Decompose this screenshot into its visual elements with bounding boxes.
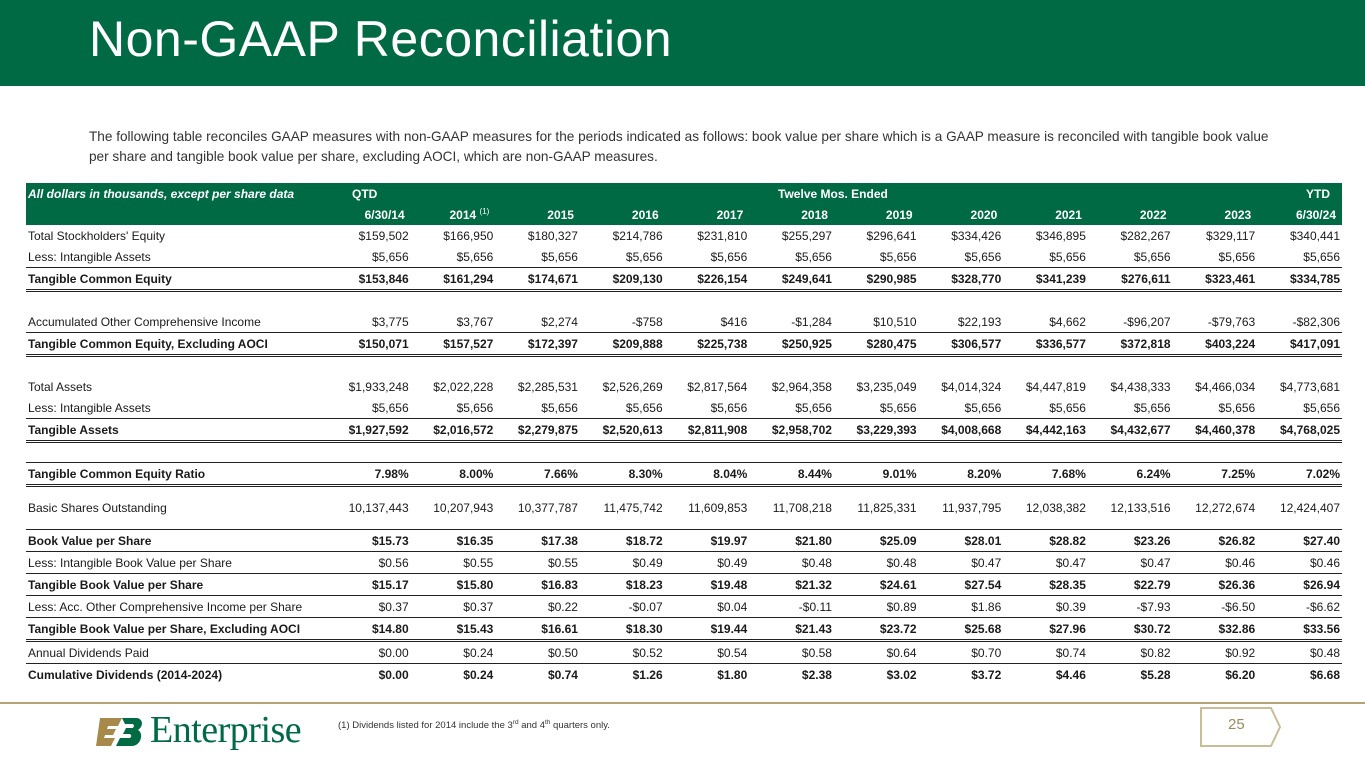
table-cell: 8.00%	[411, 463, 496, 486]
table-cell: $5,656	[1257, 246, 1342, 268]
table-cell: -$79,763	[1173, 311, 1258, 333]
header-qtd: QTD	[326, 183, 411, 204]
table-cell: 12,424,407	[1257, 486, 1342, 530]
table-cell: $21.80	[749, 530, 834, 552]
table-cell: $280,475	[834, 333, 919, 356]
table-cell: 10,377,787	[495, 486, 580, 530]
table-cell: $329,117	[1206, 228, 1256, 243]
table-cell: $161,294	[411, 268, 496, 291]
table-cell: $0.46	[1173, 552, 1258, 574]
table-cell: $25.09	[834, 530, 919, 552]
table-cell: 11,475,742	[580, 486, 665, 530]
table-row	[26, 397, 1342, 419]
logo-wordmark: Enterprise	[150, 709, 302, 751]
table-cell: $26.36	[1173, 574, 1258, 596]
table-cell: $0.82	[1088, 641, 1173, 664]
table-cell: $27.96	[1003, 618, 1088, 641]
table-cell: $249,641	[749, 268, 834, 291]
table-cell: $4,773,681	[1279, 379, 1340, 394]
table-cell: $255,297	[781, 228, 832, 243]
table-cell: -$6.50	[1173, 596, 1258, 618]
table-row	[26, 268, 1342, 291]
table-cell: $16.83	[495, 574, 580, 596]
table-cell: $0.52	[580, 641, 665, 664]
table-cell: -$1,284	[749, 311, 834, 333]
table-cell: 9.01%	[834, 463, 919, 486]
table-cell: $3,767	[411, 311, 496, 333]
table-cell: $2,016,572	[411, 419, 496, 442]
table-cell: 12,272,674	[1173, 486, 1258, 530]
row-label: Tangible Common Equity, Excluding AOCI	[26, 333, 326, 356]
table-cell: $28.82	[1003, 530, 1088, 552]
table-cell: $5,656	[411, 397, 496, 419]
table-cell: -$96,207	[1088, 311, 1173, 333]
column-header: 2021	[1003, 204, 1088, 225]
table-row	[26, 333, 1342, 356]
table-cell: 12,038,382	[1003, 486, 1088, 530]
table-cell: $0.54	[665, 641, 750, 664]
row-label: Less: Intangible Assets	[26, 246, 326, 268]
column-header-2014	[411, 204, 496, 225]
table-cell: $336,577	[1003, 333, 1088, 356]
title-bar	[0, 0, 1365, 86]
table-cell: $341,239	[1003, 268, 1088, 291]
table-cell: $153,846	[326, 268, 411, 291]
table-cell: $4.46	[1055, 667, 1086, 682]
table-cell: $32.86	[1173, 618, 1258, 641]
spacer-cell	[26, 442, 1342, 463]
table-cell: $2,274	[495, 311, 580, 333]
table-cell: 7.66%	[495, 463, 580, 486]
table-cell: $21.43	[749, 618, 834, 641]
table-cell: $10,510	[834, 311, 919, 333]
table-cell: $5,656	[749, 397, 834, 419]
column-header: 2018	[749, 204, 834, 225]
table-cell: $16.61	[495, 618, 580, 641]
table-cell: $1.86	[919, 596, 1004, 618]
footnote-text: (1) Dividends listed for 2014 include the 3	[338, 720, 513, 732]
table-cell: 11,825,331	[834, 486, 919, 530]
table-cell: $0.49	[580, 552, 665, 574]
table-cell: $22,193	[919, 311, 1004, 333]
table-cell: $18.23	[580, 574, 665, 596]
table-cell: $5,656	[1003, 397, 1088, 419]
table-cell: $5,656	[919, 397, 1004, 419]
table-row	[26, 618, 1342, 641]
footnote-text: and 4	[518, 720, 545, 732]
table-cell: $209,130	[580, 268, 665, 291]
table-row	[26, 419, 1342, 442]
table-cell: $5,656	[919, 246, 1004, 268]
table-row	[26, 664, 1342, 686]
table-cell: $3,235,049	[856, 379, 917, 394]
table-cell: $4,008,668	[919, 419, 1004, 442]
table-cell: -$7.93	[1088, 596, 1173, 618]
row-label: Tangible Book Value per Share, Excluding AOCI	[26, 618, 326, 641]
row-label: Tangible Book Value per Share	[26, 574, 326, 596]
table-row	[26, 225, 1342, 246]
spacer-cell	[26, 291, 1342, 312]
row-label: Book Value per Share	[26, 530, 326, 552]
column-header-label: 2014	[449, 208, 477, 222]
table-cell: $0.56	[326, 552, 411, 574]
table-cell: 8.20%	[919, 463, 1004, 486]
table-cell: $334,785	[1257, 268, 1342, 291]
table-cell: $27.54	[919, 574, 1004, 596]
table-header-group-row	[26, 183, 1342, 204]
table-row	[26, 486, 1342, 530]
table-cell: $19.97	[665, 530, 750, 552]
column-header: 2017	[665, 204, 750, 225]
table-cell: 11,937,795	[919, 486, 1004, 530]
table-cell: $0.00	[378, 667, 409, 682]
table-cell: $172,397	[495, 333, 580, 356]
footnote-sup: rd	[512, 719, 519, 726]
table-cell: $0.48	[834, 552, 919, 574]
table-cell: 8.30%	[580, 463, 665, 486]
table-cell: $6.68	[1309, 667, 1340, 682]
table-cell: $0.22	[495, 596, 580, 618]
table-cell: $5,656	[1088, 246, 1173, 268]
table-cell: $282,267	[1120, 228, 1171, 243]
table-cell: $2,526,269	[602, 379, 663, 394]
header-units-label: All dollars in thousands, except per share data	[26, 183, 326, 204]
table-cell: $2,817,564	[687, 379, 748, 394]
table-cell: 11,609,853	[665, 486, 750, 530]
table-cell: $2,279,875	[495, 419, 580, 442]
table-cell: $5,656	[1088, 397, 1173, 419]
table-cell: $157,527	[411, 333, 496, 356]
table-cell: $0.37	[411, 596, 496, 618]
row-label: Cumulative Dividends (2014-2024)	[28, 667, 223, 682]
table-cell: $5,656	[580, 397, 665, 419]
table-cell: $5,656	[495, 397, 580, 419]
table-cell: $0.47	[1088, 552, 1173, 574]
table-cell: $0.58	[749, 641, 834, 664]
table-cell: $4,662	[1003, 311, 1088, 333]
table-cell: $4,442,163	[1003, 419, 1088, 442]
row-label: Accumulated Other Comprehensive Income	[26, 311, 326, 333]
table-cell: $1.26	[632, 667, 663, 682]
table-cell: $5,656	[411, 246, 496, 268]
row-label: Basic Shares Outstanding	[26, 486, 326, 530]
row-label: Tangible Assets	[26, 419, 326, 442]
footnote-sup: th	[545, 719, 551, 726]
table-cell: $15.80	[411, 574, 496, 596]
table-cell: 12,133,516	[1088, 486, 1173, 530]
table-cell: $0.55	[495, 552, 580, 574]
table-cell: $24.61	[834, 574, 919, 596]
table-cell: $0.50	[495, 641, 580, 664]
table-cell: $0.92	[1173, 641, 1258, 664]
row-label: Annual Dividends Paid	[26, 641, 326, 664]
table-cell: $27.40	[1257, 530, 1342, 552]
table-cell: $276,611	[1088, 268, 1173, 291]
table-cell: -$758	[580, 311, 665, 333]
header-twelve-months: Twelve Mos. Ended	[411, 183, 1258, 204]
table-cell: $3.72	[971, 667, 1002, 682]
table-cell: -$6.62	[1257, 596, 1342, 618]
footer-divider	[0, 702, 1365, 704]
table-cell: $416	[665, 311, 750, 333]
table-cell: $2,958,702	[749, 419, 834, 442]
table-cell: $17.38	[495, 530, 580, 552]
table-cell: $0.74	[1003, 641, 1088, 664]
table-cell: $5.28	[1140, 667, 1171, 682]
table-cell: $33.56	[1257, 618, 1342, 641]
table-cell: $323,461	[1173, 268, 1258, 291]
table-cell: $150,071	[326, 333, 411, 356]
table-cell: $18.30	[580, 618, 665, 641]
row-label: Less: Acc. Other Comprehensive Income per Share	[26, 596, 326, 618]
enterprise-logo	[96, 706, 326, 756]
table-row	[26, 311, 1342, 333]
table-cell: $18.72	[580, 530, 665, 552]
enterprise-mark-icon	[96, 714, 144, 750]
table-cell: $15.17	[326, 574, 411, 596]
table-cell: $5,656	[326, 246, 411, 268]
table-cell: $4,432,677	[1088, 419, 1173, 442]
table-cell: -$0.07	[580, 596, 665, 618]
table-cell: 7.98%	[326, 463, 411, 486]
table-cell: $231,810	[697, 228, 748, 243]
table-cell: $5,656	[495, 246, 580, 268]
table-cell: 11,708,218	[749, 486, 834, 530]
column-header: 2015	[495, 204, 580, 225]
column-header: 2022	[1088, 204, 1173, 225]
table-cell: $209,888	[580, 333, 665, 356]
table-cell: $306,577	[919, 333, 1004, 356]
table-cell: $214,786	[612, 228, 663, 243]
row-label: Total Stockholders' Equity	[28, 228, 166, 243]
table-cell: $166,950	[443, 228, 494, 243]
table-cell: $14.80	[326, 618, 411, 641]
table-cell: $21.32	[749, 574, 834, 596]
table-row	[26, 552, 1342, 574]
table-cell: $417,091	[1257, 333, 1342, 356]
table-cell: $0.64	[834, 641, 919, 664]
table-cell: $174,671	[495, 268, 580, 291]
table-cell: -$0.11	[749, 596, 834, 618]
table-cell: $5,656	[1003, 246, 1088, 268]
table-cell: 8.44%	[749, 463, 834, 486]
table-cell: $0.70	[919, 641, 1004, 664]
reconciliation-table	[26, 183, 1342, 685]
table-cell: $6.20	[1225, 667, 1256, 682]
column-header: 6/30/14	[326, 204, 411, 225]
column-header: 6/30/24	[1257, 204, 1342, 225]
table-cell: 7.68%	[1003, 463, 1088, 486]
table-cell: $19.48	[665, 574, 750, 596]
table-row	[26, 596, 1342, 618]
table-cell: $226,154	[665, 268, 750, 291]
table-cell: $0.24	[463, 667, 494, 682]
table-cell: $0.47	[919, 552, 1004, 574]
table-cell: $28.35	[1003, 574, 1088, 596]
row-label: Tangible Common Equity Ratio	[26, 463, 326, 486]
table-cell: $3,775	[326, 311, 411, 333]
table-cell: $0.48	[1257, 641, 1342, 664]
table-cell: $0.37	[326, 596, 411, 618]
intro-paragraph: The following table reconciles GAAP measures with non-GAAP measures for the periods indicated as follows: book value per share which is a GAAP measure is reconciled with tangible book value per share and tangible book value per share, excluding AOCI, which are non-GAAP measures.	[89, 129, 1269, 164]
table-cell: $2.38	[801, 667, 832, 682]
table-cell: $5,656	[1173, 397, 1258, 419]
table-cell: $0.47	[1003, 552, 1088, 574]
table-cell: $180,327	[527, 228, 578, 243]
table-cell: $5,656	[834, 246, 919, 268]
table-cell: $290,985	[834, 268, 919, 291]
spacer-row	[26, 356, 1342, 377]
table-cell: $5,656	[1173, 246, 1258, 268]
table-cell: $0.74	[547, 667, 578, 682]
table-cell: $1,927,592	[326, 419, 411, 442]
spacer-cell	[26, 356, 1342, 377]
table-header-period-row	[26, 204, 1342, 225]
table-cell: $15.73	[326, 530, 411, 552]
table-cell: $225,738	[665, 333, 750, 356]
footnote-text: quarters only.	[550, 720, 610, 732]
table-cell: $0.49	[665, 552, 750, 574]
column-header: 2023	[1173, 204, 1258, 225]
table-cell: $0.00	[326, 641, 411, 664]
table-cell: $328,770	[919, 268, 1004, 291]
spacer-row	[26, 291, 1342, 312]
table-cell: $22.79	[1088, 574, 1173, 596]
table-cell: $16.35	[411, 530, 496, 552]
table-cell: $0.24	[411, 641, 496, 664]
table-cell: $3.02	[886, 667, 917, 682]
table-cell: $25.68	[919, 618, 1004, 641]
table-cell: 7.02%	[1257, 463, 1342, 486]
table-cell: $2,520,613	[580, 419, 665, 442]
table-cell: $15.43	[411, 618, 496, 641]
table-cell: $2,811,908	[665, 419, 750, 442]
table-cell: $159,502	[358, 228, 409, 243]
table-cell: $3,229,393	[834, 419, 919, 442]
table-cell: $4,014,324	[941, 379, 1002, 394]
table-cell: $5,656	[665, 397, 750, 419]
page-title: Non-GAAP Reconciliation	[89, 11, 673, 67]
table-row	[26, 463, 1342, 486]
table-cell: $0.55	[411, 552, 496, 574]
column-header: 2016	[580, 204, 665, 225]
page-number: 25	[1228, 716, 1245, 733]
row-label: Less: Intangible Book Value per Share	[26, 552, 326, 574]
row-label: Less: Intangible Assets	[26, 397, 326, 419]
table-cell: $0.46	[1257, 552, 1342, 574]
table-cell: $5,656	[834, 397, 919, 419]
table-cell: $4,460,378	[1173, 419, 1258, 442]
table-row	[26, 246, 1342, 268]
table-cell: $403,224	[1173, 333, 1258, 356]
table-cell: 8.04%	[665, 463, 750, 486]
table-cell: $0.04	[665, 596, 750, 618]
table-cell: $23.26	[1088, 530, 1173, 552]
table-cell: $1,933,248	[348, 379, 409, 394]
table-cell: 6.24%	[1088, 463, 1173, 486]
table-cell: $0.39	[1003, 596, 1088, 618]
header-spacer	[26, 204, 326, 225]
table-cell: $30.72	[1088, 618, 1173, 641]
table-cell: $250,925	[749, 333, 834, 356]
column-header: 2020	[919, 204, 1004, 225]
table-cell: $0.89	[834, 596, 919, 618]
table-cell: $0.48	[749, 552, 834, 574]
table-cell: $4,447,819	[1025, 379, 1086, 394]
table-cell: $346,895	[1035, 228, 1086, 243]
table-cell: $2,964,358	[771, 379, 832, 394]
table-row	[26, 641, 1342, 664]
header-ytd: YTD	[1257, 183, 1342, 204]
table-cell: $340,441	[1289, 228, 1340, 243]
table-cell: $2,022,228	[433, 379, 494, 394]
table-cell: $372,818	[1088, 333, 1173, 356]
table-cell: $334,426	[951, 228, 1002, 243]
table-row	[26, 376, 1342, 397]
column-header: 2019	[834, 204, 919, 225]
spacer-row	[26, 442, 1342, 463]
table-cell: $4,438,333	[1110, 379, 1171, 394]
table-cell: $26.94	[1257, 574, 1342, 596]
table-cell: $1.80	[717, 667, 748, 682]
table-row	[26, 574, 1342, 596]
table-cell: $19.44	[665, 618, 750, 641]
table-cell: $28.01	[919, 530, 1004, 552]
table-cell: $5,656	[1257, 397, 1342, 419]
table-cell: $4,466,034	[1195, 379, 1256, 394]
table-cell: $2,285,531	[517, 379, 578, 394]
table-row	[26, 530, 1342, 552]
footnote-marker: (1)	[479, 207, 490, 216]
table-cell: $5,656	[665, 246, 750, 268]
table-cell: -$82,306	[1257, 311, 1342, 333]
table-cell: 10,207,943	[411, 486, 496, 530]
table-cell: $23.72	[834, 618, 919, 641]
table-cell: $26.82	[1173, 530, 1258, 552]
footnote	[338, 719, 610, 731]
row-label: Tangible Common Equity	[26, 268, 326, 291]
table-cell: $5,656	[326, 397, 411, 419]
table-cell: 7.25%	[1173, 463, 1258, 486]
table-cell: 10,137,443	[326, 486, 411, 530]
row-label: Total Assets	[28, 379, 93, 394]
table-cell: $5,656	[749, 246, 834, 268]
table-cell: $296,641	[866, 228, 917, 243]
table-cell: $4,768,025	[1257, 419, 1342, 442]
table-cell: $5,656	[580, 246, 665, 268]
